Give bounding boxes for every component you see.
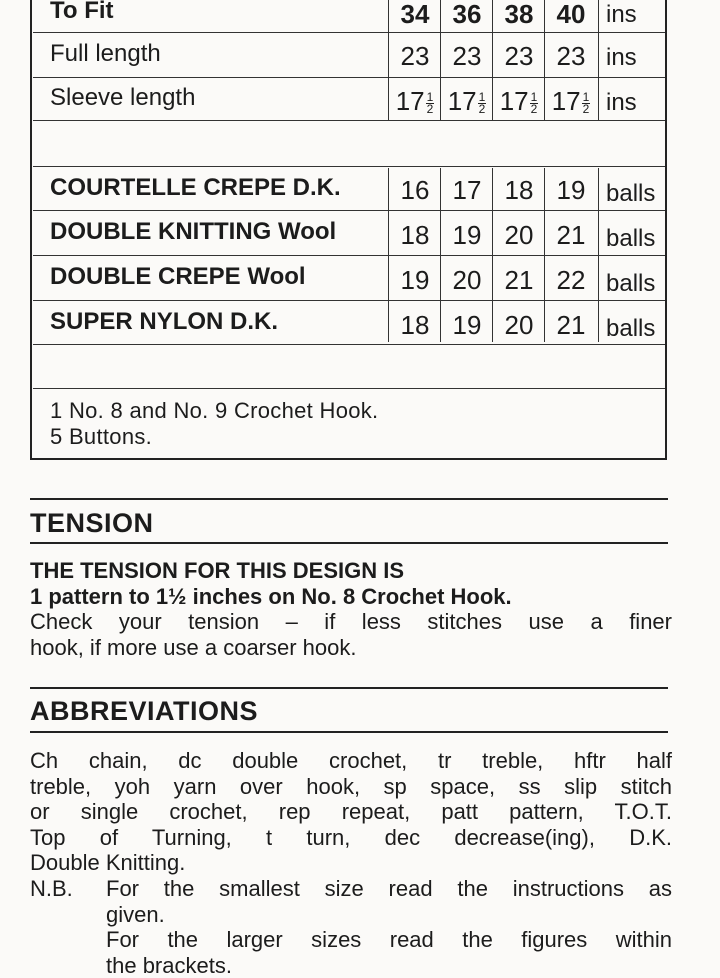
table-divider — [33, 120, 665, 121]
unit-label: balls — [606, 180, 655, 208]
section-rule — [30, 687, 668, 689]
yarn-quantity: 16 — [389, 176, 441, 204]
yarn-quantity: 21 — [545, 311, 597, 339]
nb-text — [106, 876, 672, 978]
tension-line: Check your tension – if less stitches use a finer — [30, 609, 672, 635]
yarn-quantity: 22 — [545, 266, 597, 294]
sleeve-value: 17 $\frac{1}{2}$ — [389, 87, 441, 115]
yarn-quantity: 21 — [493, 266, 545, 294]
abbreviation-line: or single crochet, rep repeat, patt pattern, T.O.T. — [30, 799, 672, 825]
tension-heading: TENSION — [30, 507, 154, 539]
row-label-full-length: Full length — [50, 40, 161, 68]
size-value: 36 — [441, 0, 493, 28]
abbreviations-text — [30, 748, 672, 876]
material-item: 5 Buttons. — [50, 424, 378, 450]
unit-label: balls — [606, 225, 655, 253]
yarn-quantity: 21 — [545, 221, 597, 249]
length-value: 23 — [493, 42, 545, 70]
section-rule — [30, 542, 668, 544]
column-divider — [598, 168, 599, 342]
sleeve-value: 17 $\frac{1}{2}$ — [493, 87, 545, 115]
table-divider — [33, 166, 665, 167]
nb-line: For the larger sizes read the figures within — [106, 927, 672, 953]
unit-label: balls — [606, 270, 655, 298]
unit-label: ins — [606, 1, 637, 29]
unit-label: ins — [606, 44, 637, 72]
abbreviation-line: Top of Turning, t turn, dec decrease(ing), D.K. — [30, 825, 672, 851]
length-value: 23 — [545, 42, 597, 70]
table-divider — [33, 300, 665, 301]
unit-label: ins — [606, 89, 637, 117]
tension-line: THE TENSION FOR THIS DESIGN IS — [30, 558, 672, 584]
yarn-quantity: 20 — [441, 266, 493, 294]
yarn-label: SUPER NYLON D.K. — [50, 308, 278, 336]
column-divider — [598, 0, 599, 120]
section-rule — [30, 498, 668, 500]
yarn-quantity: 19 — [545, 176, 597, 204]
section-rule — [30, 731, 668, 733]
abbreviation-line: Ch chain, dc double crochet, tr treble, hftr half — [30, 748, 672, 774]
nb-line: given. — [106, 902, 672, 928]
size-value: 34 — [389, 0, 441, 28]
abbreviation-line: treble, yoh yarn over hook, sp space, ss slip stitch — [30, 774, 672, 800]
yarn-quantity: 19 — [389, 266, 441, 294]
yarn-quantity: 18 — [389, 221, 441, 249]
length-value: 23 — [389, 42, 441, 70]
table-divider — [33, 210, 665, 211]
yarn-label: COURTELLE CREPE D.K. — [50, 174, 341, 202]
size-value: 38 — [493, 0, 545, 28]
nb-line: the brackets. — [106, 953, 672, 978]
yarn-label: DOUBLE CREPE Wool — [50, 263, 306, 291]
sleeve-value: 17 $\frac{1}{2}$ — [441, 87, 493, 115]
tension-line: 1 pattern to 1½ inches on No. 8 Crochet Hook. — [30, 584, 672, 610]
abbreviation-line: Double Knitting. — [30, 850, 672, 876]
tension-text — [30, 558, 672, 660]
unit-label: balls — [606, 315, 655, 343]
yarn-quantity: 18 — [493, 176, 545, 204]
nb-line: For the smallest size read the instructions as — [106, 876, 672, 902]
table-divider — [33, 77, 665, 78]
yarn-label: DOUBLE KNITTING Wool — [50, 218, 336, 246]
tension-line: hook, if more use a coarser hook. — [30, 635, 672, 661]
nb-label: N.B. — [30, 876, 73, 902]
yarn-quantity: 20 — [493, 221, 545, 249]
yarn-quantity: 19 — [441, 221, 493, 249]
material-item: 1 No. 8 and No. 9 Crochet Hook. — [50, 398, 378, 424]
table-divider — [33, 255, 665, 256]
length-value: 23 — [441, 42, 493, 70]
abbreviations-heading: ABBREVIATIONS — [30, 695, 258, 727]
yarn-quantity: 17 — [441, 176, 493, 204]
row-label-to-fit: To Fit — [50, 0, 114, 25]
row-label-sleeve-length: Sleeve length — [50, 84, 195, 112]
yarn-quantity: 20 — [493, 311, 545, 339]
yarn-quantity: 19 — [441, 311, 493, 339]
table-divider — [33, 344, 665, 345]
size-value: 40 — [545, 0, 597, 28]
table-divider — [33, 32, 665, 33]
sleeve-value: 17 $\frac{1}{2}$ — [545, 87, 597, 115]
materials-list — [50, 398, 378, 450]
table-divider — [33, 388, 665, 389]
yarn-quantity: 18 — [389, 311, 441, 339]
